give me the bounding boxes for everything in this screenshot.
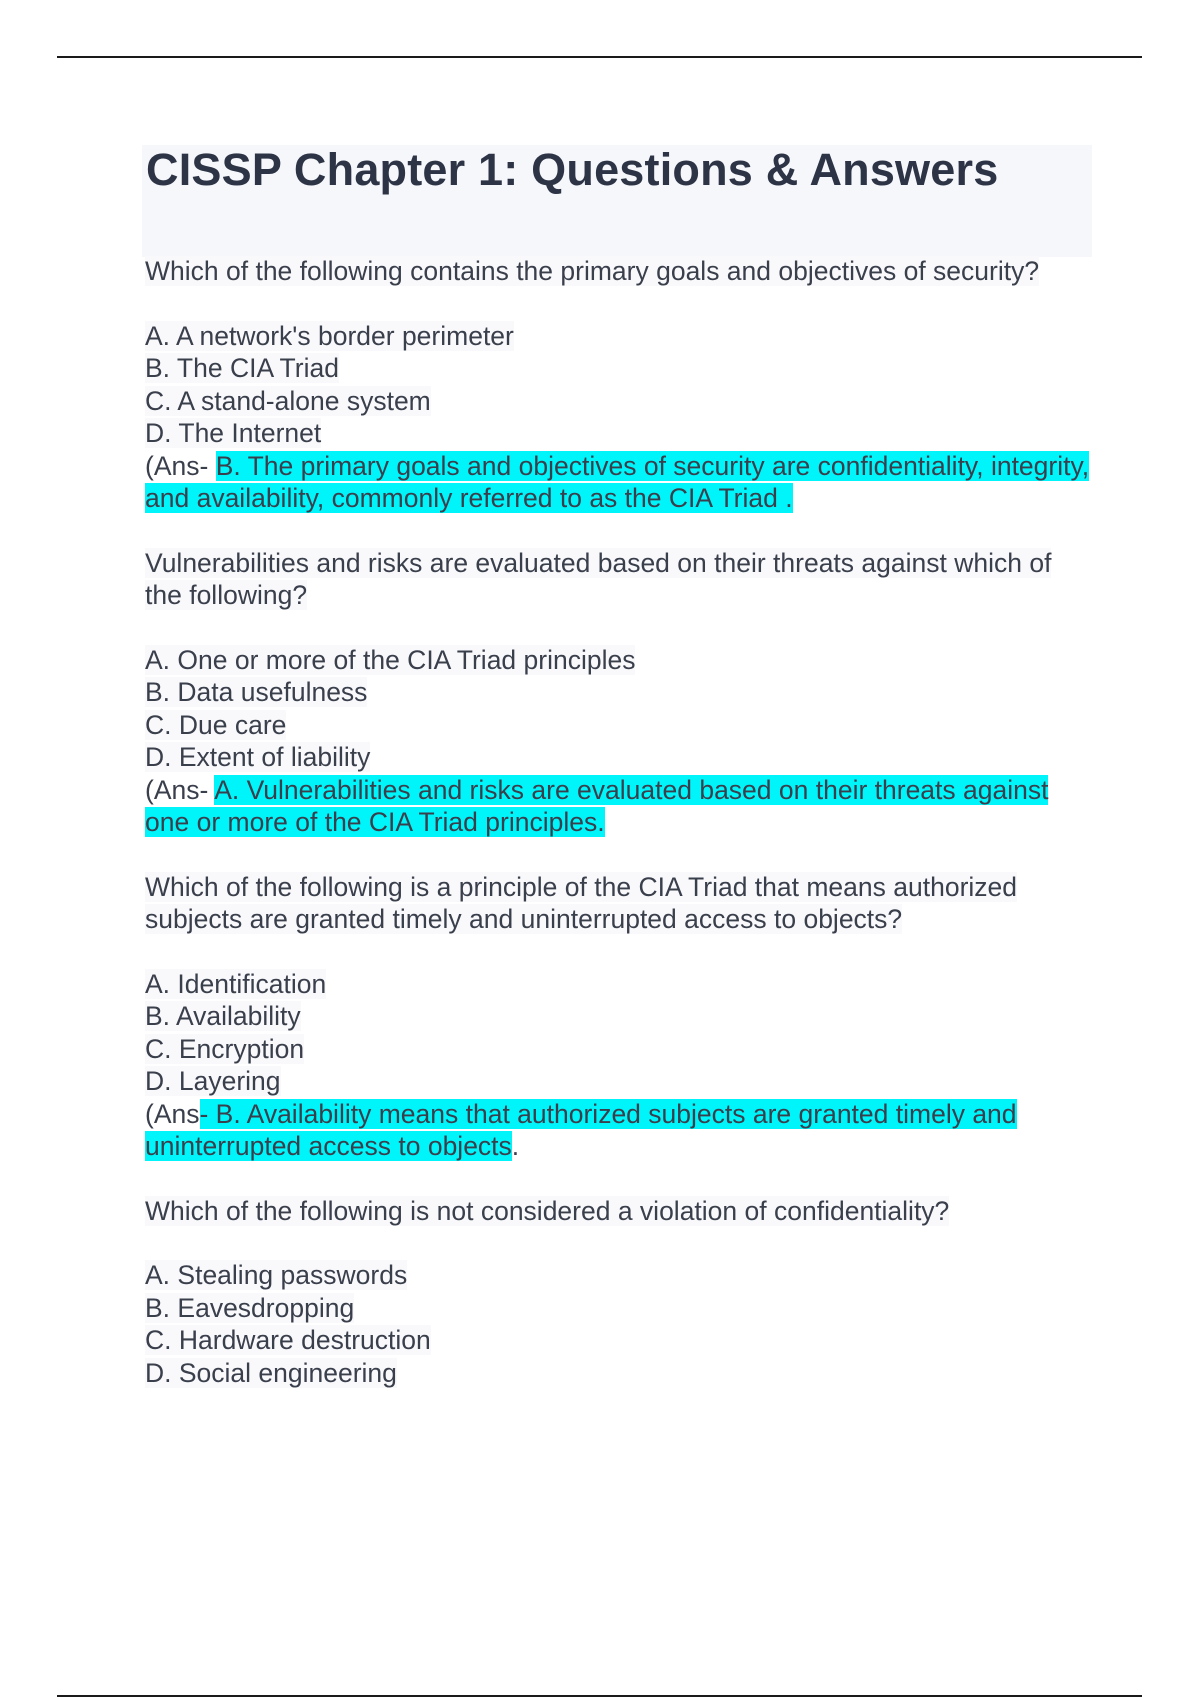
- question-block-1: [145, 255, 1095, 515]
- answer-highlight: B. The primary goals and objectives of security are confidentiality, integrity, and availability, commonly referred to as the CIA Triad .: [145, 450, 1090, 513]
- qa-content: [145, 255, 1095, 1421]
- question-text: Which of the following is not considered a violation of confidentiality?: [145, 1195, 950, 1226]
- answer: [145, 450, 1095, 515]
- answer-prefix: (Ans-: [145, 450, 216, 481]
- question-block-2: [145, 547, 1095, 839]
- question-text: Which of the following is a principle of the CIA Triad that means authorized subjects are granted timely and uninterrupted access to objects?: [145, 871, 1018, 934]
- option-a: A. One or more of the CIA Triad principles: [145, 644, 636, 675]
- option-b: B. Availability: [145, 1001, 301, 1031]
- option-list: [145, 320, 1095, 450]
- option-c: C. A stand-alone system: [145, 385, 431, 416]
- option-d: D. The Internet: [145, 418, 322, 448]
- top-rule: [57, 56, 1142, 58]
- option-d: D. Layering: [145, 1066, 281, 1096]
- option-d: D. Extent of liability: [145, 742, 371, 772]
- page-title: CISSP Chapter 1: Questions & Answers: [146, 144, 999, 195]
- question-text: Which of the following contains the primary goals and objectives of security?: [145, 256, 1040, 286]
- question-text: Vulnerabilities and risks are evaluated based on their threats against which of the following?: [145, 547, 1052, 610]
- option-d: D. Social engineering: [145, 1357, 397, 1388]
- answer-prefix: (Ans-: [145, 774, 215, 805]
- option-c: C. Due care: [145, 709, 287, 740]
- option-b: B. Data usefulness: [145, 677, 368, 707]
- answer: [145, 774, 1095, 839]
- option-b: B. The CIA Triad: [145, 353, 339, 383]
- answer-highlight: - B. Availability means that authorized subjects are granted timely and uninterrupted access to objects: [145, 1098, 1017, 1161]
- option-list: [145, 1259, 1095, 1389]
- answer-suffix: .: [511, 1131, 520, 1161]
- option-list: [145, 968, 1095, 1098]
- option-b: B. Eavesdropping: [145, 1292, 355, 1323]
- option-a: A. Stealing passwords: [145, 1260, 408, 1290]
- question-block-4: [145, 1195, 1095, 1390]
- option-c: C. Encryption: [145, 1033, 305, 1064]
- question-block-3: [145, 871, 1095, 1163]
- option-list: [145, 644, 1095, 774]
- option-a: A. Identification: [145, 968, 327, 999]
- answer-prefix: (Ans: [145, 1098, 200, 1129]
- option-a: A. A network's border perimeter: [145, 320, 514, 351]
- bottom-rule: [57, 1695, 1142, 1697]
- answer-highlight: A. Vulnerabilities and risks are evaluated based on their threats against one or more of the CIA Triad principles.: [145, 774, 1049, 837]
- option-c: C. Hardware destruction: [145, 1325, 431, 1355]
- answer: [145, 1098, 1095, 1163]
